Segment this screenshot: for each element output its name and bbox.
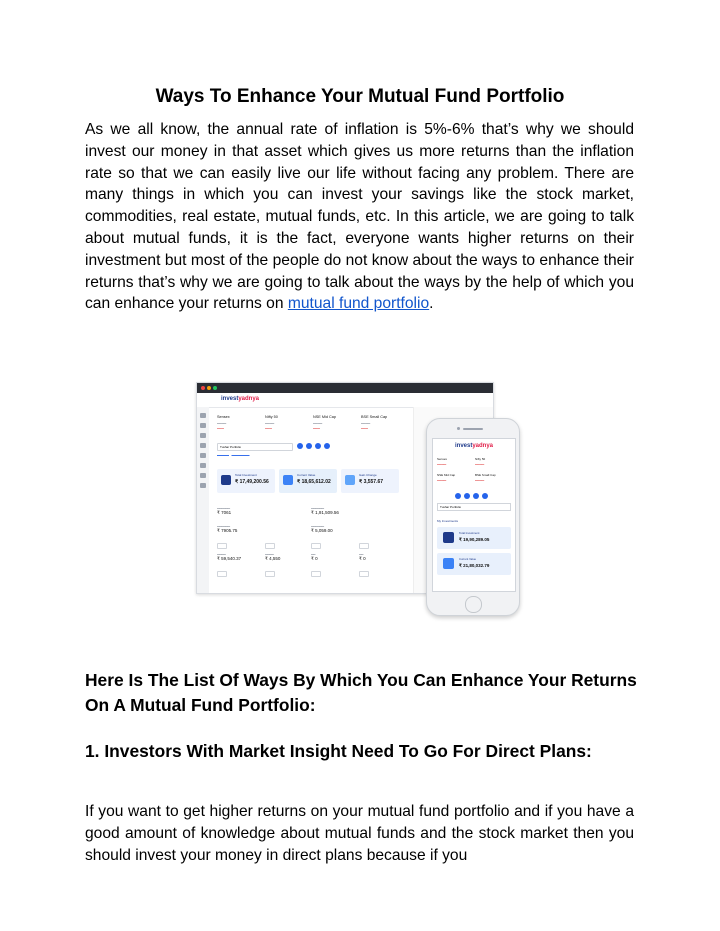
stat-item: ▁▁ ₹ 0 xyxy=(359,551,366,561)
edit-button[interactable] xyxy=(306,443,312,449)
home-icon xyxy=(200,413,206,418)
stat-item: ▁▁▁▁▁▁ ₹ 7061 xyxy=(217,505,232,515)
details-button[interactable] xyxy=(359,543,369,549)
doc-icon xyxy=(200,473,206,478)
chart-icon xyxy=(200,423,206,428)
details-button[interactable] xyxy=(359,571,369,577)
stat-item: ▁▁▁▁▁▁ ₹ 7905.75 xyxy=(217,523,238,533)
share-button[interactable] xyxy=(473,493,479,499)
details-button[interactable] xyxy=(311,543,321,549)
total-investment-card: Total Investment ₹ 17,49,200.56 xyxy=(217,469,275,493)
speaker-icon xyxy=(463,428,483,430)
my-investments-label: My Investments xyxy=(437,519,459,523)
value-icon xyxy=(443,558,454,569)
index-item: Sensex ▁▁▁▁ ▁▁▁ xyxy=(217,415,230,429)
portfolio-tabs[interactable]: ▬▬▬▬ ▬▬▬▬▬▬ xyxy=(217,453,250,457)
details-button[interactable] xyxy=(265,571,275,577)
phone-index-right-2: BSE Small Cap ▁▁▁▁ xyxy=(475,473,496,481)
gain-icon xyxy=(345,475,355,485)
user-icon xyxy=(200,453,206,458)
stat-item: ▁▁▁▁▁▁ ₹ 5,059.00 xyxy=(311,523,333,533)
browser-bar xyxy=(197,383,493,393)
wallet-icon xyxy=(200,443,206,448)
phone-portfolio-select[interactable]: Tushar Portfolio xyxy=(437,503,511,511)
camera-icon xyxy=(457,427,460,430)
index-item: BSE Small Cap ▁▁▁▁ ▁▁▁ xyxy=(361,415,388,429)
app-main xyxy=(211,409,411,591)
point1-paragraph: If you want to get higher returns on your mutual fund portfolio and if you have a good amount of knowledge about mutual funds and the stock market then you should invest your money in direct plans because if you xyxy=(85,803,634,864)
index-item: Nifty 50 ▁▁▁▁ ▁▁▁ xyxy=(265,415,278,429)
gear-icon xyxy=(200,463,206,468)
add-button[interactable] xyxy=(455,493,461,499)
edit-button[interactable] xyxy=(464,493,470,499)
list-heading: Here Is The List Of Ways By Which You Can Enhance Your Returns On A Mutual Fund Portfolio: xyxy=(85,670,637,715)
phone-mockup xyxy=(426,418,520,616)
intro-end: . xyxy=(429,295,434,313)
portfolio-select[interactable]: Tushar Portfolio xyxy=(217,443,293,451)
bell-icon xyxy=(200,483,206,488)
home-button xyxy=(465,596,482,613)
app-header xyxy=(197,393,493,408)
stat-item: ▁▁▁▁▁▁ ₹ 1,91,509.56 xyxy=(311,505,339,515)
details-button[interactable] xyxy=(217,571,227,577)
details-button[interactable] xyxy=(265,543,275,549)
refresh-button[interactable] xyxy=(324,443,330,449)
investyadnya-logo: investyadnya xyxy=(221,396,260,402)
stat-item: ▁▁ ₹ 0 xyxy=(311,551,318,561)
investment-icon xyxy=(221,475,231,485)
list-icon xyxy=(200,433,206,438)
app-mockup-image xyxy=(196,382,524,614)
refresh-button[interactable] xyxy=(482,493,488,499)
index-item: NSE Mid Cap ▁▁▁▁ ▁▁▁ xyxy=(313,415,337,429)
phone-logo: investyadnya xyxy=(455,443,494,449)
mutual-fund-portfolio-link[interactable]: mutual fund portfolio xyxy=(287,295,430,313)
stat-item: ▁▁▁▁ ₹ 4,550 xyxy=(265,551,281,561)
details-button[interactable] xyxy=(311,571,321,577)
phone-index-right: Nifty 50 ▁▁▁▁ xyxy=(475,457,486,465)
share-button[interactable] xyxy=(315,443,321,449)
details-button[interactable] xyxy=(217,543,227,549)
stat-item: ▁▁▁▁ ₹ 59,540.37 xyxy=(217,551,242,561)
phone-index-left-2: NSE Mid Cap ▁▁▁▁ xyxy=(437,473,456,481)
point1-heading: 1. Investors With Market Insight Need To Go For Direct Plans: xyxy=(85,741,592,761)
add-button[interactable] xyxy=(297,443,303,449)
index-row xyxy=(217,415,403,433)
phone-total-investment-card: Total Investment ₹ 19,90,289.05 xyxy=(437,527,511,549)
current-value-card: Current Value ₹ 18,65,612.02 xyxy=(279,469,337,493)
investment-icon xyxy=(443,532,454,543)
intro-paragraph xyxy=(85,119,634,315)
value-icon xyxy=(283,475,293,485)
document-title: Ways To Enhance Your Mutual Fund Portfolio xyxy=(155,86,565,107)
gain-change-card: Gain Change ₹ 3,557.67 xyxy=(341,469,399,493)
app-sidebar xyxy=(197,407,209,593)
phone-screen xyxy=(432,438,516,592)
phone-index-left: Sensex ▁▁▁▁ xyxy=(437,457,448,465)
intro-text: As we all know, the annual rate of inflation is 5%-6% that’s why we should invest our money in that asset which gives us more returns than the inflation rate so that we can easily live our life without facing any problem. There are many things in which you can invest your savings like the stock market, commodities, real estate, mutual funds, etc. In this article, we are going to talk about mutual funds, it is the fact, everyone wants higher returns on their investment but most of the people do not know about the ways to enhance their returns that’s why we are going to talk about the ways by the help of which you can enhance your returns on xyxy=(85,121,634,313)
phone-current-value-card: Current Value ₹ 21,80,032.79 xyxy=(437,553,511,575)
